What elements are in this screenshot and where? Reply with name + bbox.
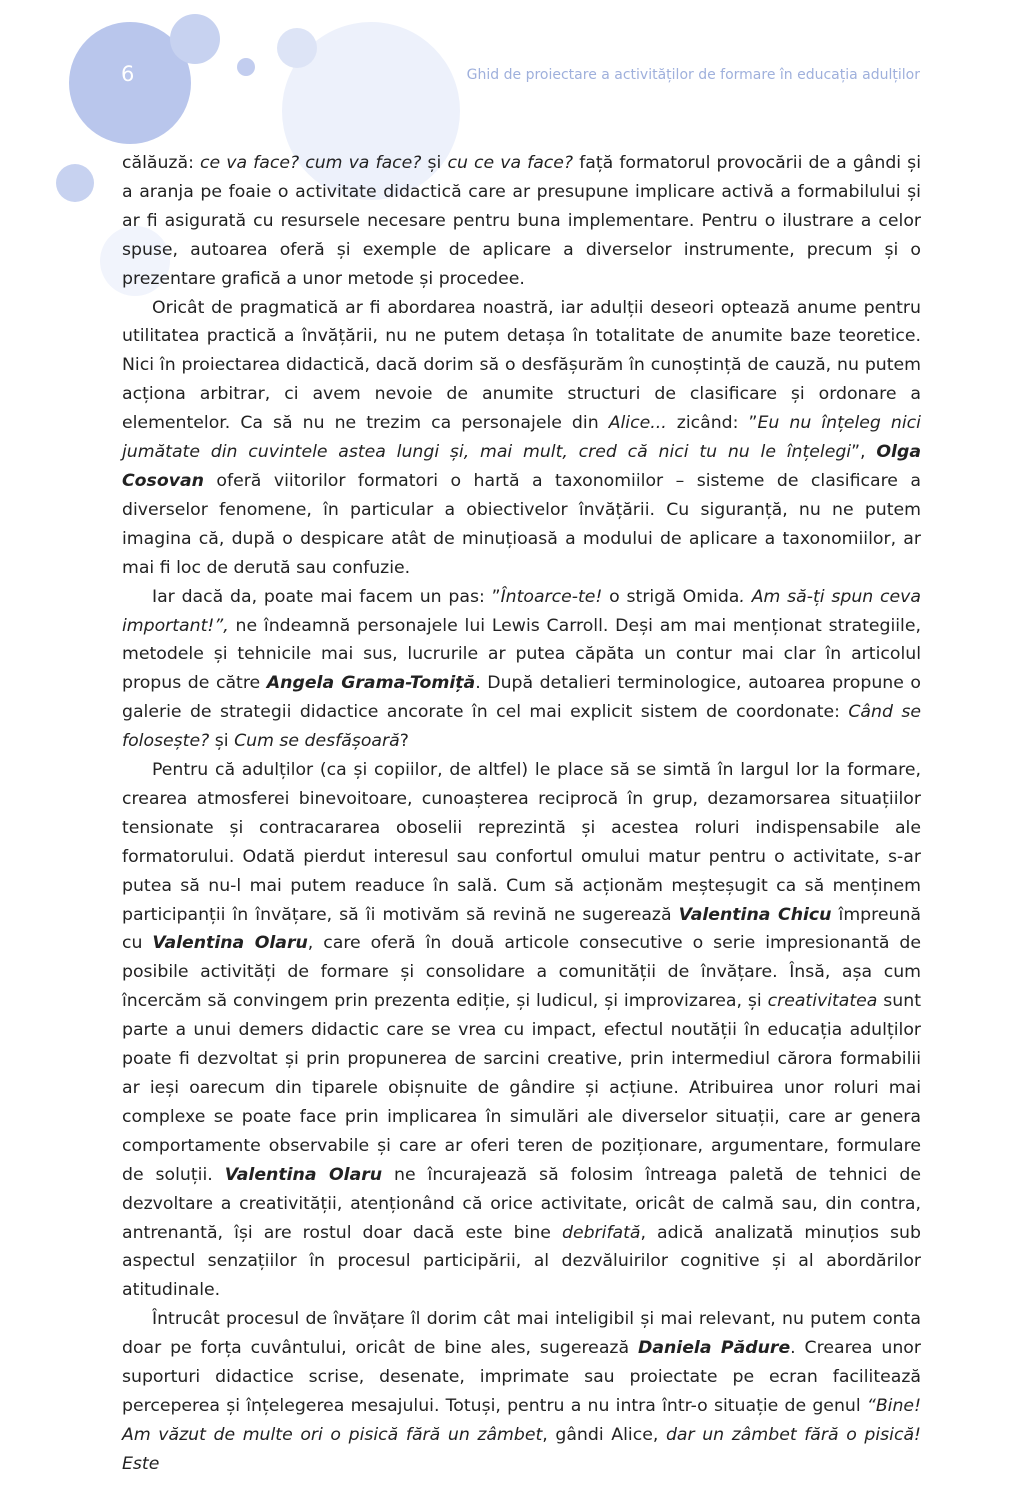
- author-name: Valentina Olaru: [224, 1164, 383, 1185]
- text-run: Pentru că adulților (ca și copiilor, de altfel) le place să se simtă în largul lor la formare, crearea atmosferei binevoitoare, cunoașterea reciprocă în grup, dezamorsarea situațiilor tensionate și contracararea oboselii reprezintă și acestea roluri indispensabile ale formatorului. Odată pierdut interesul sau confortul omului matur pentru o activitate, s-ar putea să nu-l mai putem readuce în sală. Cum să acționăm meșteșugit ca să menținem participanții în învățare, să îi motivăm să revină ne sugerează: [122, 760, 921, 925]
- text-run: ne îndeamnă personajele lui Lewis Carroll. Deși am mai menționat strategiile, metodele și tehnicile mai sus, lucrurile ar putea căpăta un contur mai clar în articolul propus de către: [122, 615, 921, 694]
- decorative-circle-left: [56, 164, 94, 202]
- author-name: Valentina Olaru: [152, 933, 308, 954]
- italic-text: Întoarce-te!: [500, 586, 603, 607]
- paragraph: [122, 583, 921, 756]
- italic-text: cu ce va face?: [447, 153, 574, 173]
- text-run: ne încurajează să folosim întreaga paletă de tehnici de dezvoltare a creativității, atenționând că orice activitate, oricât de calmă sau, din contra, antrenantă, își are rostul doar dacă este bine: [122, 1164, 921, 1243]
- italic-text: Eu nu înțeleg nici jumătate din cuvintele astea lungi și, mai mult, cred că nici tu nu le înțelegi: [122, 413, 921, 463]
- italic-text: “Bine! Am văzut de multe ori o pisică fără un zâmbet: [122, 1395, 921, 1445]
- italic-text: ce va face? cum va face?: [200, 153, 422, 173]
- text-run: față formatorul provocării de a gândi și a aranja pe foaie o activitate didactică care ar presupune implicare activă a formabilului și ar fi asigurată cu resursele necesare pentru buna implementare. Pentru o ilustrare a celor spuse, autoarea oferă și exemple de aplicare a diverselor instrumente, precum și o prezentare grafică a unor metode și procedee.: [122, 153, 921, 289]
- author-name: Daniela Pădure: [637, 1338, 791, 1359]
- author-name: Angela Grama-Tomiță: [266, 673, 476, 694]
- text-run: sunt parte a unui demers didactic care se vrea cu impact, efectul noutății în educația adulților poate fi dezvoltat și prin propunerea de sarcini creative, prin intermediul cărora formabilii ar ieși oarecum din tiparele obișnuite de gândire și acțiune. Atribuirea unor roluri mai complexe se poate face prin implicarea în simulări ale diverselor situații, care ar genera comportamente observabile și care ar oferi teren de poziționare, argumentare, formulare de soluții.: [122, 991, 921, 1185]
- text-run: , care oferă în două articole consecutive o serie impresionantă de posibile activități de formare și consolidare a comunității de învățare. Însă, așa cum încercăm să convingem prin prezenta ediție, și ludicul, și improvizarea, și: [122, 933, 921, 1012]
- text-run: ?: [399, 731, 409, 752]
- decorative-circle-medium: [277, 28, 317, 68]
- text-run: oferă viitorilor formatori o hartă a taxonomiilor – sisteme de clasificare a diverselor fenomene, în particular a obiectivelor învățării. Cu siguranță, nu ne putem imagina că, după o despicare atât de minuțioasă a modului de aplicare a taxonomiilor, ar mai fi loc de derută sau confuzie.: [122, 470, 921, 578]
- running-header: Ghid de proiectare a activităților de formare în educația adulților: [466, 67, 920, 83]
- italic-text: creativitatea: [767, 991, 878, 1012]
- text-run: călăuză:: [122, 153, 201, 173]
- paragraph: [122, 756, 921, 1305]
- decorative-circle-small-top: [170, 14, 220, 64]
- text-run: împreună cu: [122, 904, 921, 954]
- text-run: Oricât de pragmatică ar fi abordarea noastră, iar adulții deseori optează anume pentru utilitatea practică a învățării, nu ne putem detașa în totalitate de anumite baze teoretice. Nici în proiectarea didactică, dacă dorim să o desfășurăm în cunoștință de cauză, nu putem acționa arbitrar, ci avem nevoie de anumite structuri de clasificare și ordonare a elementelor. Ca să nu ne trezim ca personajele din: [122, 297, 921, 434]
- italic-text: debrifată: [561, 1222, 641, 1243]
- decorative-dot: [237, 58, 255, 76]
- italic-text: . Am să-ți spun ceva important!”,: [122, 586, 921, 636]
- text-run: , adică analizată minuțios sub aspectul senzațiilor în procesul participării, al dezvăluirilor cognitive și al abordărilor atitudinale.: [122, 1222, 921, 1301]
- text-run: Întrucât procesul de învățare îl dorim cât mai inteligibil și mai relevant, nu putem conta doar pe forța cuvântului, oricât de bine ales, sugerează: [122, 1309, 921, 1359]
- text-run: ”,: [851, 442, 877, 463]
- author-name: Olga Cosovan: [122, 442, 921, 491]
- text-run: o strigă Omida: [602, 586, 740, 607]
- author-name: Valentina Chicu: [678, 904, 832, 925]
- page-number: 6: [121, 62, 135, 86]
- text-run: , gândi Alice,: [542, 1424, 666, 1445]
- italic-text: Cum se desfășoară: [234, 731, 400, 752]
- text-run: Iar dacă da, poate mai facem un pas: ”: [152, 586, 501, 607]
- text-run: . După detalieri terminologice, autoarea propune o galerie de strategii didactice ancorate în cel mai explicit sistem de coordonate:: [122, 673, 922, 723]
- text-run: zicând: ”: [666, 413, 758, 434]
- italic-text: Alice...: [608, 413, 667, 434]
- text-run: și: [421, 153, 448, 173]
- paragraph: [122, 294, 921, 583]
- text-run: și: [209, 731, 235, 752]
- paragraph: [122, 1305, 921, 1478]
- body-text: [122, 149, 921, 1479]
- italic-text: Când se folosește?: [122, 702, 921, 752]
- italic-text: dar un zâmbet fără o pisică! Este: [122, 1424, 921, 1474]
- paragraph: [122, 149, 921, 294]
- text-run: . Crearea unor suporturi didactice scrise, desenate, imprimate sau proiectate pe ecran facilitează perceperea și înțelegerea mesajului. Totuși, pentru a nu intra într-o situație de genul: [122, 1338, 921, 1416]
